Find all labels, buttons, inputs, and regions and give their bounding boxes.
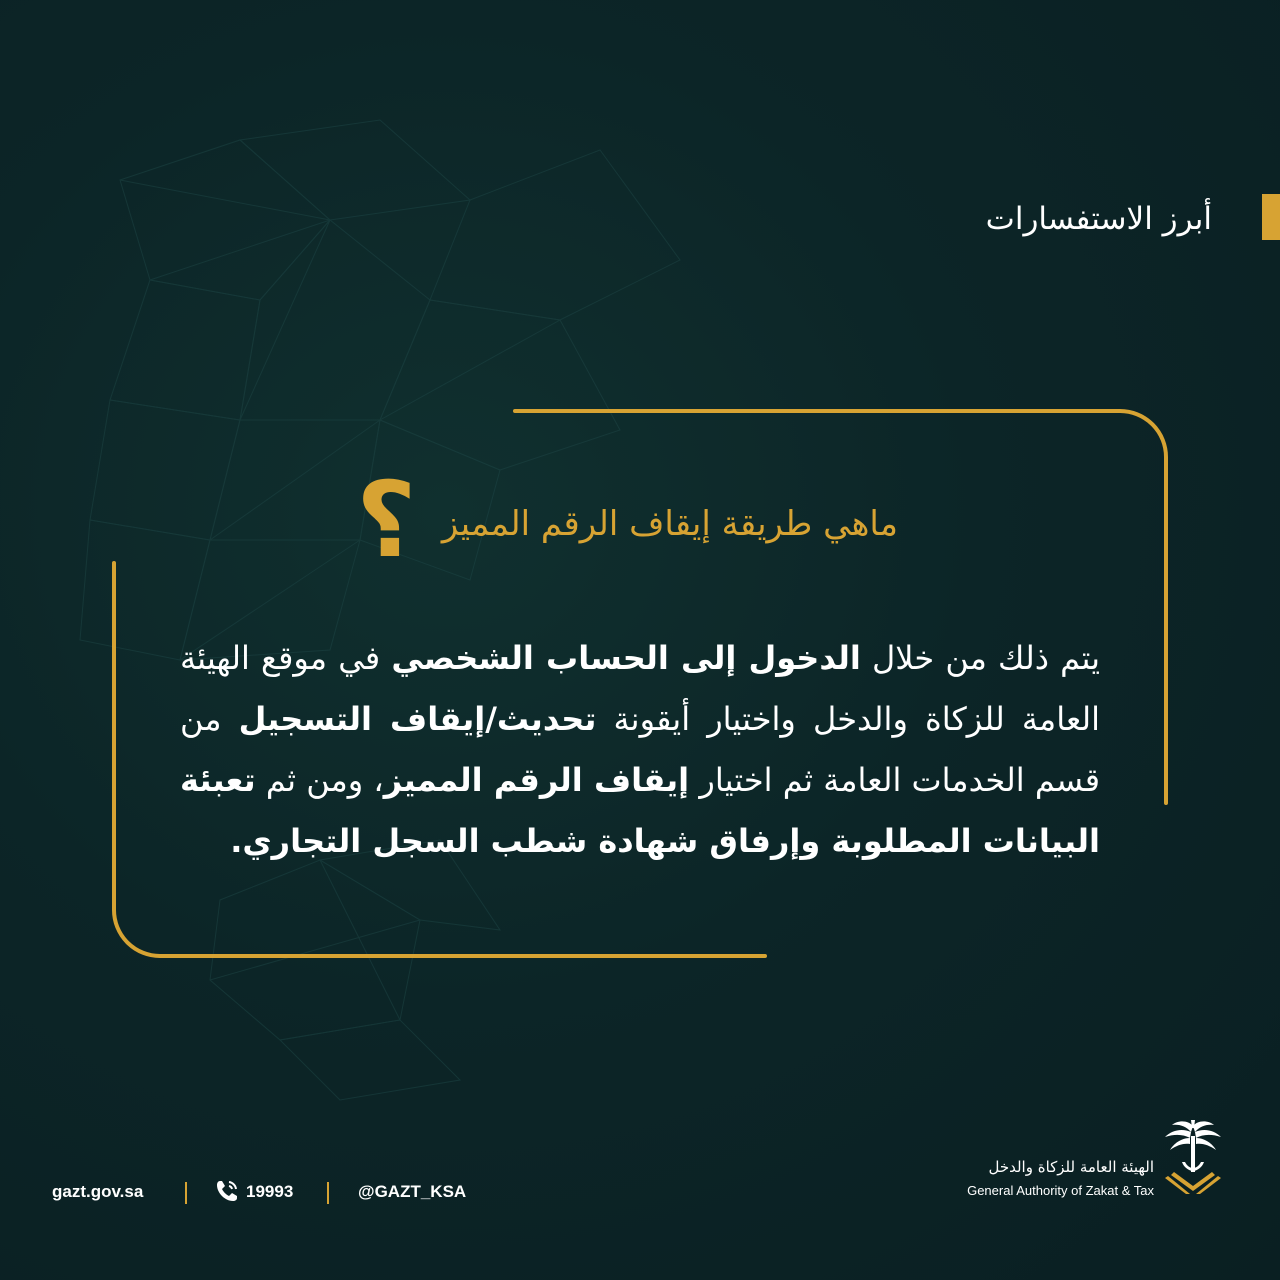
answer-text-3: من قسم الخدمات العامة ثم اختيار [180, 700, 1101, 799]
answer-paragraph [180, 628, 1100, 872]
section-accent-bar [1262, 194, 1280, 240]
footer-separator [185, 1182, 187, 1204]
answer-text-4: ، ومن ثم [255, 761, 384, 799]
phone-number[interactable]: 19993 [246, 1182, 294, 1201]
social-handle[interactable]: @GAZT_KSA [358, 1182, 467, 1201]
section-title: أبرز الاستفسارات [985, 201, 1212, 237]
website-link[interactable]: gazt.gov.sa [52, 1182, 144, 1201]
logo-name-arabic: الهيئة العامة للزكاة والدخل [988, 1158, 1154, 1176]
palm-swords-emblem-icon [1160, 1116, 1226, 1196]
question-title: ماهي طريقة إيقاف الرقم المميز [441, 504, 898, 544]
answer-bold-3: إيقاف الرقم المميز [383, 761, 690, 799]
answer-text-1: يتم ذلك من خلال [860, 639, 1101, 677]
logo-name-english: General Authority of Zakat & Tax [967, 1183, 1154, 1198]
phone-icon [214, 1178, 240, 1204]
answer-text-2: في موقع الهيئة العامة للزكاة والدخل واختيار أيقونة [180, 639, 1101, 738]
answer-bold-4: تعبئة البيانات المطلوبة وإرفاق شهادة شطب السجل التجاري. [180, 761, 1100, 860]
footer-separator [327, 1182, 329, 1204]
answer-bold-2: تحديث/إيقاف التسجيل [238, 700, 597, 738]
question-mark-icon: ؟ [356, 459, 417, 581]
answer-bold-1: الدخول إلى الحساب الشخصي [391, 639, 861, 677]
